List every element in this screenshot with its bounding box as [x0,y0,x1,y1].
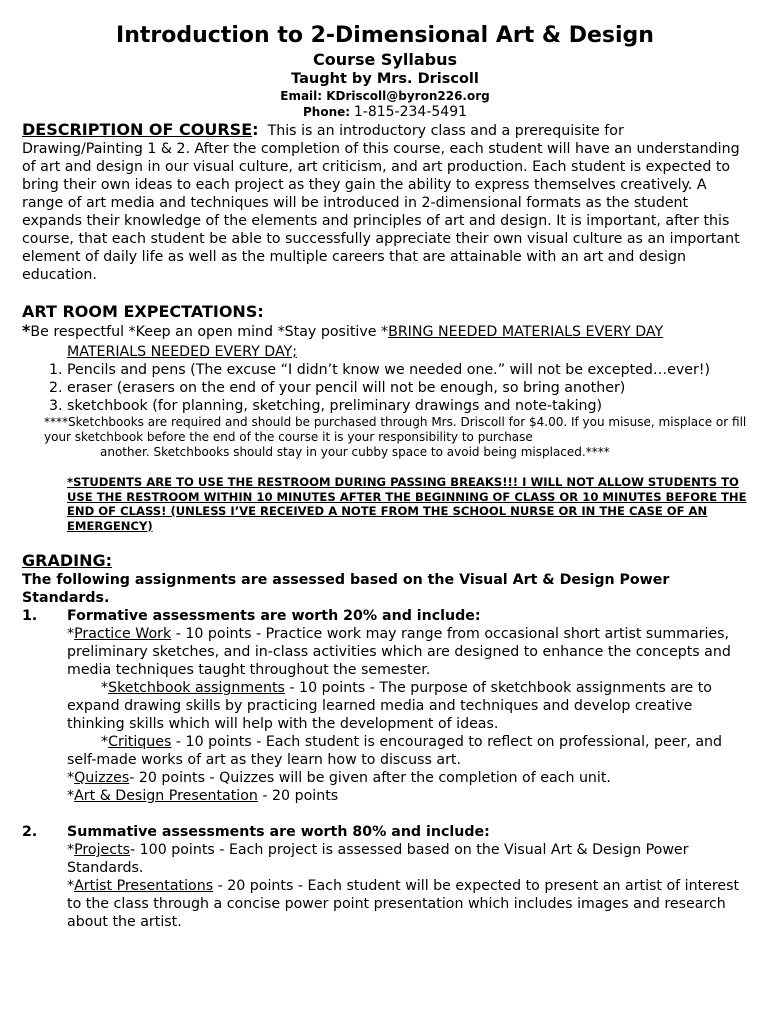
summative-heading: Summative assessments are worth 80% and include: [67,824,490,840]
expectations-line [22,322,748,341]
formative-item-critiques: *Critiques - 10 points - Each student is encouraged to reflect on professional, peer, and self-made works of art as they learn how to discuss art. [67,734,723,768]
sketchbook-text: - 10 points - The purpose of sketchbook assignments are to expand drawing skills by practicing learned media and techniques and develop creative thinking skills which will help with the development of ideas. [67,680,712,732]
projects-label: Projects [74,842,131,858]
grading-intro: The following assignments are assessed based on the Visual Art & Design Power Standards. [22,572,670,606]
teacher-line: Taught by Mrs. Driscoll [291,71,479,87]
phone-line [22,104,748,120]
expectations-heading: ART ROOM EXPECTATIONS: [22,302,264,321]
formative-heading: Formative assessments are worth 20% and include: [67,608,481,624]
summative-number: 2. [22,824,38,840]
syllabus-page [22,22,748,931]
formative-item-presentation: *Art & Design Presentation - 20 points [67,788,339,804]
phone-label: Phone: [302,105,351,119]
formative-number: 1. [22,608,38,624]
expectations-star: * [22,321,31,340]
summative-heading-line [22,823,748,841]
description-heading: DESCRIPTION OF COURSE [22,120,253,139]
critiques-text: - 10 points - Each student is encouraged to reflect on professional, peer, and self-made works of art as they learn how to discuss art. [67,734,723,768]
presentation-label: Art & Design Presentation [74,788,258,804]
materials-list [22,361,748,415]
quizzes-label: Quizzes [74,770,130,786]
course-title: Introduction to 2-Dimensional Art & Design [116,23,654,48]
course-subtitle: Course Syllabus [312,50,458,69]
materials-heading: MATERIALS NEEDED EVERY DAY; [67,344,297,360]
description-heading-colon: : [252,120,259,139]
formative-item-quizzes: *Quizzes- 20 points - Quizzes will be given after the completion of each unit. [67,770,611,786]
artist-presentations-label: Artist Presentations [74,878,214,894]
expectations-text: Be respectful *Keep an open mind *Stay positive * [30,324,389,340]
critiques-label: Critiques [108,734,172,750]
quizzes-text: - 20 points - Quizzes will be given after the completion of each unit. [129,770,611,786]
sketchbook-label: Sketchbook assignments [108,680,285,696]
grading-heading: GRADING: [22,551,112,570]
sketchbook-note-continued: another. Sketchbooks should stay in your cubby space to avoid being misplaced.**** [100,445,610,459]
syllabus-header [22,22,748,120]
list-item: 3. sketchbook (for planning, sketching, preliminary drawings and note-taking) [67,397,748,415]
presentation-text: - 20 points [257,788,339,804]
course-description [22,121,748,284]
email-line: Email: KDriscoll@byron226.org [280,89,490,103]
artist-presentations-text: - 20 points - Each student will be expected to present an artist of interest to the class through a concise power point presentation which includes images and research about the artist. [67,878,740,930]
summative-item-artist-presentations: *Artist Presentations - 20 points - Each student will be expected to present an artist of interest to the class through a concise power point presentation which includes images and research about the artist. [67,878,740,930]
formative-item-practice: *Practice Work - 10 points - Practice work may range from occasional short artist summaries, preliminary sketches, and in-class activities which are designed to enhance the concepts and media techniques taught throughout the semester. [67,626,731,678]
expectations-underlined: BRING NEEDED MATERIALS EVERY DAY [388,324,664,340]
list-item: 2. eraser (erasers on the end of your pencil will not be enough, so bring another) [67,379,748,397]
summative-item-projects: *Projects- 100 points - Each project is assessed based on the Visual Art & Design Power Standards. [67,842,689,876]
phone-number: 1-815-234-5491 [353,104,468,120]
projects-text: - 100 points - Each project is assessed based on the Visual Art & Design Power Standards. [67,842,689,876]
practice-work-label: Practice Work [74,626,172,642]
description-body: This is an introductory class and a prerequisite for Drawing/Painting 1 & 2. After the completion of this course, each student will have an understanding of art and design in our visual culture, art criticism, and art production. Each student is expected to bring their own ideas to each project as they gain the ability to express themselves creatively. A range of art media and techniques will be introduced in 2-dimensional formats as the student expands their knowledge of the elements and principles of art and design. It is important, after this course, that each student be able to successfully appreciate their own visual culture as an important element of daily life as well as the multiple careers that are attainable with an art and design education. [22,123,740,283]
formative-heading-line [22,607,748,625]
formative-item-sketchbook: *Sketchbook assignments - 10 points - The purpose of sketchbook assignments are to expand drawing skills by practicing learned media and techniques and develop creative thinking skills which will help with the development of ideas. [67,680,712,732]
list-item: 1. Pencils and pens (The excuse “I didn’t know we needed one.” will not be excepted…ever!) [67,361,748,379]
practice-work-text: - 10 points - Practice work may range from occasional short artist summaries, preliminary sketches, and in-class activities which are designed to enhance the concepts and media techniques taught throughout the semester. [67,626,731,678]
restroom-note: *STUDENTS ARE TO USE THE RESTROOM DURING PASSING BREAKS!!! I WILL NOT ALLOW STUDENTS TO USE THE RESTROOM WITHIN 10 MINUTES AFTER THE BEGINNING OF CLASS OR 10 MINUTES BEFORE THE END OF CLASS! (UNLESS I’VE RECEIVED A NOTE FROM THE SCHOOL NURSE OR IN THE CASE OF AN EMERGENCY) [67,475,747,533]
sketchbook-note: ****Sketchbooks are required and should be purchased through Mrs. Driscoll for $4.00. If you misuse, misplace or fill your sketchbook before the end of the course it is your responsibility to purchase [44,415,747,444]
